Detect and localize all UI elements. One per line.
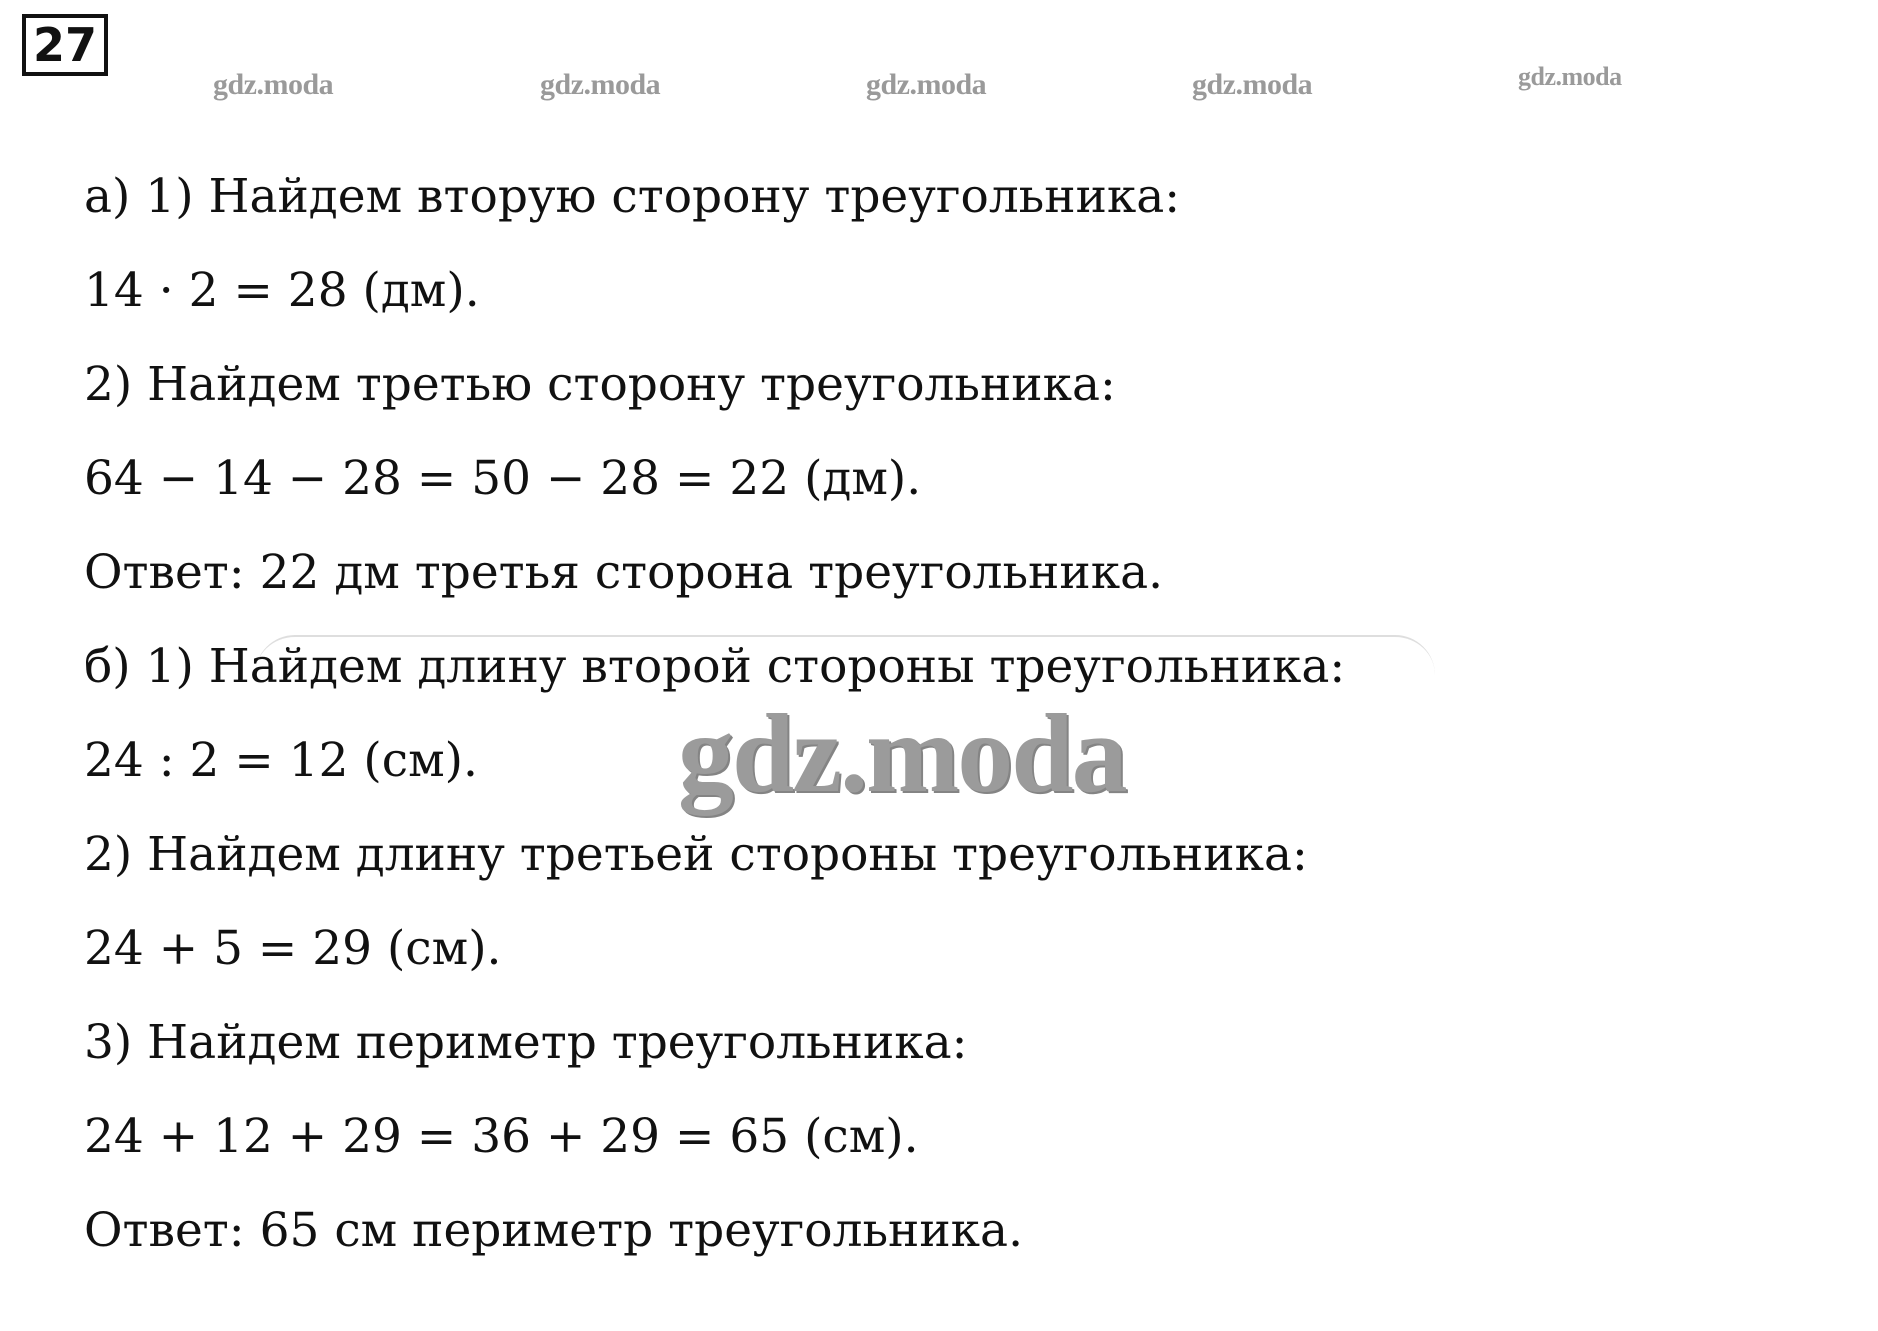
- solution-line-a-step1: а) 1) Найдем вторую сторону треугольника:: [84, 169, 1181, 224]
- solution-line-a-calc2: 64 − 14 − 28 = 50 − 28 = 22 (дм).: [84, 451, 922, 506]
- solution-line-a-calc1: 14 · 2 = 28 (дм).: [84, 263, 480, 318]
- solution-line-b-answer: Ответ: 65 см периметр треугольника.: [84, 1203, 1024, 1258]
- solution-line-a-step2: 2) Найдем третью сторону треугольника:: [84, 357, 1116, 412]
- solution-line-b-calc3: 24 + 12 + 29 = 36 + 29 = 65 (см).: [84, 1109, 919, 1164]
- watermark-small: gdz.moda: [1192, 68, 1313, 101]
- solution-line-b-step3: 3) Найдем периметр треугольника:: [84, 1015, 968, 1070]
- solution-line-b-step1: б) 1) Найдем длину второй стороны треугольника:: [84, 639, 1346, 694]
- watermark-small: gdz.moda: [866, 68, 987, 101]
- watermark-large: gdz.moda: [678, 692, 1126, 816]
- watermark-small: gdz.moda: [540, 68, 661, 101]
- solution-line-a-answer: Ответ: 22 дм третья сторона треугольника.: [84, 545, 1164, 600]
- watermark-small: gdz.moda: [213, 68, 334, 101]
- solution-line-b-calc1: 24 : 2 = 12 (см).: [84, 733, 478, 788]
- solution-line-b-calc2: 24 + 5 = 29 (см).: [84, 921, 502, 976]
- watermark-small: gdz.moda: [1518, 62, 1622, 91]
- solution-line-b-step2: 2) Найдем длину третьей стороны треугольника:: [84, 827, 1308, 882]
- problem-number: 27: [22, 14, 108, 76]
